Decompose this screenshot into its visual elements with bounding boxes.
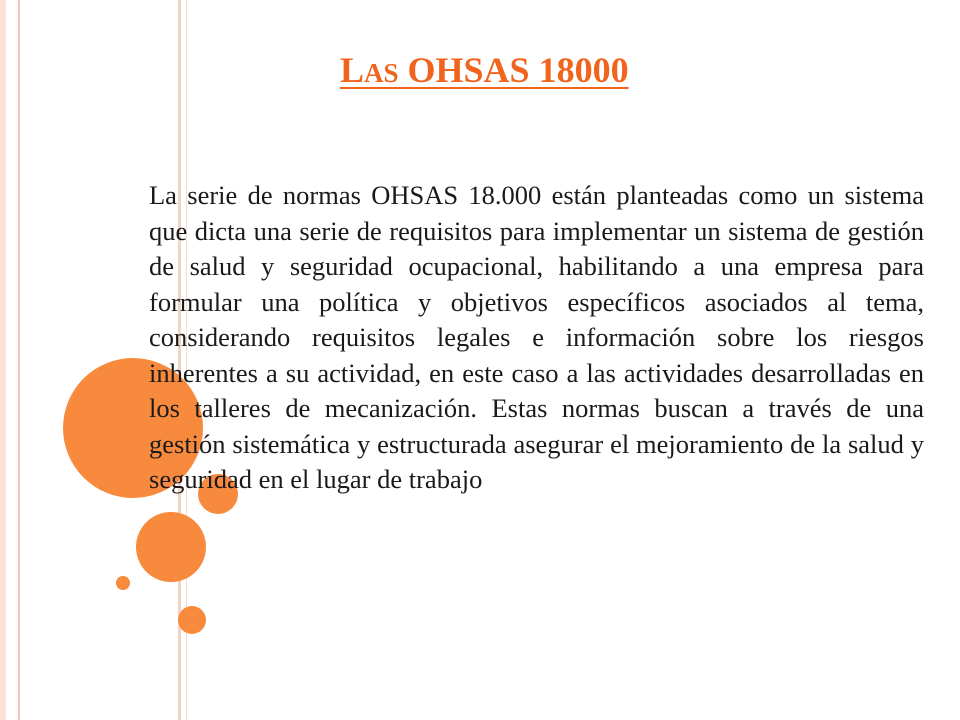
left-border-line bbox=[18, 0, 20, 720]
decorative-circle-medium bbox=[136, 512, 206, 582]
decorative-circle-small bbox=[178, 606, 206, 634]
slide-title bbox=[340, 48, 840, 95]
decorative-circle-small bbox=[116, 576, 130, 590]
title-smallcaps: AS bbox=[364, 58, 399, 88]
body-paragraph: La serie de normas OHSAS 18.000 están planteadas como un sistema que dicta una serie de requisitos para implementar un sistema de gestión de salud y seguridad ocupacional, habilitando a una empresa para formular una política y objetivos específicos asociados al tema, considerando requisitos legales e información sobre los riesgos inherentes a su actividad, en este caso a las actividades desarrolladas en los talleres de mecanización. Estas normas buscan a través de una gestión sistemática y estructurada asegurar el mejoramiento de la salud y seguridad en el lugar de trabajo bbox=[149, 180, 924, 494]
title-first-letter: L bbox=[340, 50, 365, 90]
title-main: OHSAS 18000 bbox=[398, 50, 629, 90]
left-border-line bbox=[0, 0, 6, 720]
